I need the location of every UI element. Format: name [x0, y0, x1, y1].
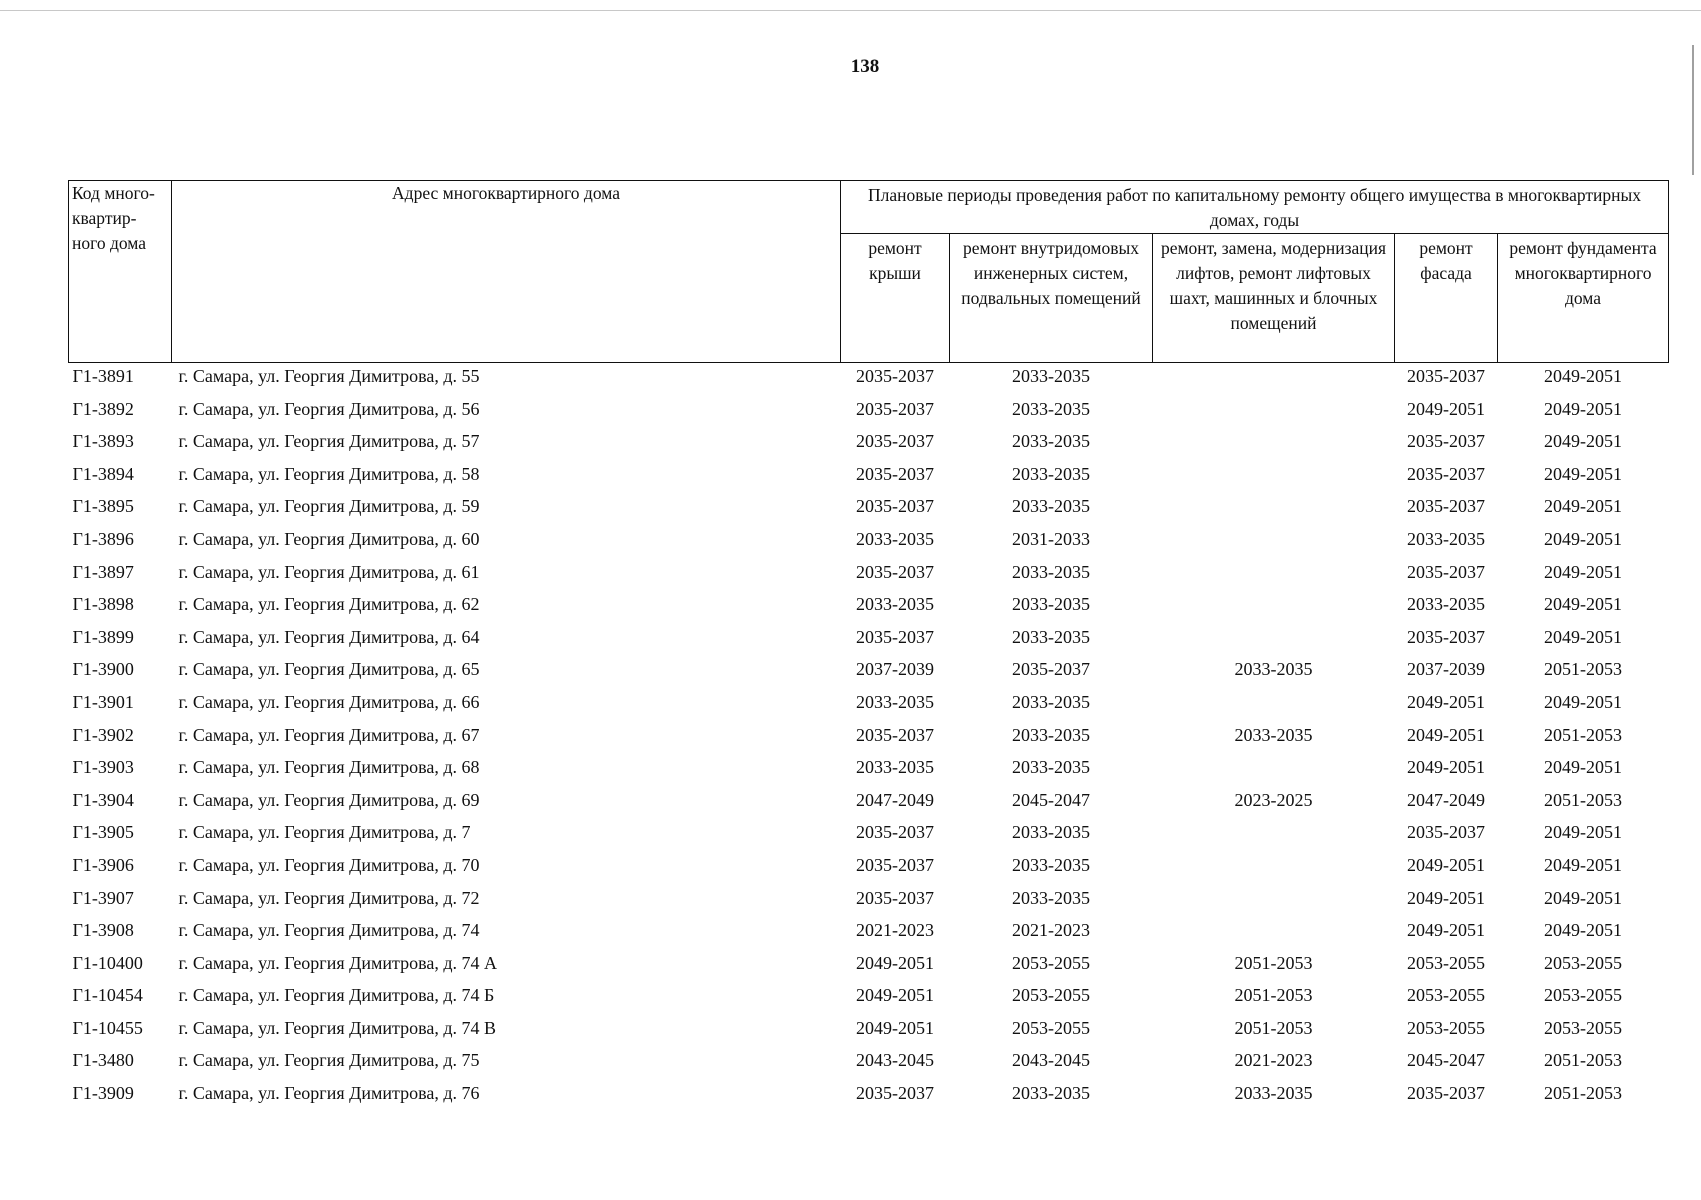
- cell-engineering: 2045-2047: [1012, 789, 1090, 810]
- cell-facade: 2035-2037: [1407, 431, 1485, 452]
- cell-engineering: 2043-2045: [1012, 1050, 1090, 1071]
- cell-code: Г1-3893: [72, 431, 134, 452]
- cell-foundation: 2049-2051: [1544, 398, 1623, 419]
- cell-engineering: 2033-2035: [1012, 887, 1090, 908]
- cell-engineering: 2053-2055: [1012, 1017, 1090, 1038]
- table-row: [69, 787, 1669, 820]
- cell-code: Г1-3901: [72, 691, 134, 712]
- table-row: [69, 493, 1669, 526]
- cell-foundation: 2051-2053: [1544, 724, 1623, 745]
- cell-foundation: 2049-2051: [1544, 691, 1623, 712]
- cell-roof: 2049-2051: [856, 985, 934, 1006]
- cell-roof: 2035-2037: [856, 463, 934, 484]
- cell-engineering: 2033-2035: [1012, 691, 1090, 712]
- cell-facade: 2053-2055: [1407, 1017, 1485, 1038]
- cell-address: г. Самара, ул. Георгия Димитрова, д. 57: [178, 431, 480, 452]
- table-row: [69, 1015, 1669, 1048]
- header-elevators: ремонт, замена, модернизация лифтов, ремонт лифтовых шахт, машинных и блочных помещений: [1153, 234, 1395, 363]
- cell-code: Г1-10454: [72, 985, 143, 1006]
- cell-foundation: 2049-2051: [1544, 594, 1623, 615]
- cell-engineering: 2033-2035: [1012, 626, 1090, 647]
- cell-elevators: [1153, 559, 1395, 592]
- cell-address: г. Самара, ул. Георгия Димитрова, д. 64: [178, 626, 480, 647]
- cell-elevators: [1153, 396, 1395, 429]
- cell-address: г. Самара, ул. Георгия Димитрова, д. 75: [178, 1050, 480, 1071]
- cell-code: Г1-10400: [72, 952, 143, 973]
- cell-code: Г1-3892: [72, 398, 134, 419]
- cell-elevators: 2051-2053: [1234, 952, 1313, 973]
- cell-facade: 2037-2039: [1407, 659, 1485, 680]
- cell-foundation: 2049-2051: [1544, 854, 1623, 875]
- cell-address: г. Самара, ул. Георгия Димитрова, д. 59: [178, 496, 480, 517]
- header-periods-group: Плановые периоды проведения работ по капитальному ремонту общего имущества в многоквартирных домах, годы: [841, 181, 1669, 234]
- cell-foundation: 2049-2051: [1544, 822, 1623, 843]
- cell-roof: 2035-2037: [856, 822, 934, 843]
- cell-address: г. Самара, ул. Георгия Димитрова, д. 74 А: [178, 952, 498, 973]
- cell-engineering: 2033-2035: [1012, 463, 1090, 484]
- cell-engineering: 2033-2035: [1012, 431, 1090, 452]
- cell-code: Г1-3903: [72, 757, 134, 778]
- cell-code: Г1-3898: [72, 594, 134, 615]
- cell-address: г. Самара, ул. Георгия Димитрова, д. 66: [178, 691, 480, 712]
- table-row: [69, 396, 1669, 429]
- cell-facade: 2049-2051: [1407, 398, 1485, 419]
- cell-engineering: 2033-2035: [1012, 854, 1090, 875]
- cell-foundation: 2051-2053: [1544, 789, 1623, 810]
- cell-engineering: 2033-2035: [1012, 366, 1090, 386]
- cell-roof: 2035-2037: [856, 1083, 934, 1104]
- cell-engineering: 2033-2035: [1012, 1083, 1090, 1104]
- cell-code: Г1-3905: [72, 822, 134, 843]
- cell-code: Г1-3900: [72, 659, 134, 680]
- cell-address: г. Самара, ул. Георгия Димитрова, д. 74: [178, 920, 480, 941]
- cell-code: Г1-3909: [72, 1083, 134, 1104]
- cell-code: Г1-3896: [72, 528, 134, 549]
- header-address: Адрес многоквартирного дома: [172, 181, 841, 363]
- cell-engineering: 2053-2055: [1012, 985, 1090, 1006]
- cell-roof: 2035-2037: [856, 366, 934, 386]
- cell-elevators: 2033-2035: [1234, 1083, 1313, 1104]
- cell-roof: 2047-2049: [856, 789, 934, 810]
- cell-address: г. Самара, ул. Георгия Димитрова, д. 56: [178, 398, 480, 419]
- table-row: [69, 656, 1669, 689]
- table-row: [69, 852, 1669, 885]
- document-body: [68, 180, 1668, 1113]
- table-row: [69, 1080, 1669, 1113]
- cell-foundation: 2053-2055: [1544, 952, 1623, 973]
- cell-engineering: 2033-2035: [1012, 822, 1090, 843]
- table-row: [69, 461, 1669, 494]
- header-facade: ремонт фасада: [1395, 234, 1498, 363]
- cell-foundation: 2053-2055: [1544, 985, 1623, 1006]
- cell-elevators: 2033-2035: [1234, 659, 1313, 680]
- cell-elevators: [1153, 493, 1395, 526]
- cell-roof: 2035-2037: [856, 887, 934, 908]
- cell-facade: 2045-2047: [1407, 1050, 1485, 1071]
- cell-foundation: 2049-2051: [1544, 366, 1623, 386]
- cell-facade: 2035-2037: [1407, 463, 1485, 484]
- cell-elevators: 2051-2053: [1234, 1017, 1313, 1038]
- cell-foundation: 2053-2055: [1544, 1017, 1623, 1038]
- cell-code: Г1-3899: [72, 626, 134, 647]
- cell-code: Г1-3480: [72, 1050, 134, 1071]
- cell-elevators: 2021-2023: [1234, 1050, 1313, 1071]
- cell-foundation: 2049-2051: [1544, 626, 1623, 647]
- cell-code: Г1-3908: [72, 920, 134, 941]
- cell-elevators: 2023-2025: [1234, 789, 1313, 810]
- cell-address: г. Самара, ул. Георгия Димитрова, д. 60: [178, 528, 480, 549]
- cell-roof: 2035-2037: [856, 724, 934, 745]
- cell-elevators: 2051-2053: [1234, 985, 1313, 1006]
- header-foundation: ремонт фундамента многоквартирного дома: [1498, 234, 1669, 363]
- cell-engineering: 2033-2035: [1012, 724, 1090, 745]
- table-row: [69, 722, 1669, 755]
- cell-foundation: 2049-2051: [1544, 887, 1623, 908]
- cell-foundation: 2049-2051: [1544, 561, 1623, 582]
- table-row: [69, 950, 1669, 983]
- cell-roof: 2033-2035: [856, 594, 934, 615]
- cell-code: Г1-3895: [72, 496, 134, 517]
- table-row: [69, 982, 1669, 1015]
- table-row: [69, 526, 1669, 559]
- header-engineering: ремонт внутридомовых инженерных систем, подвальных помещений: [950, 234, 1153, 363]
- header-roof: ремонт крыши: [841, 234, 950, 363]
- repair-schedule-table: [68, 180, 1669, 1113]
- cell-facade: 2033-2035: [1407, 594, 1485, 615]
- cell-engineering: 2033-2035: [1012, 496, 1090, 517]
- cell-address: г. Самара, ул. Георгия Димитрова, д. 67: [178, 724, 480, 745]
- cell-facade: 2053-2055: [1407, 985, 1485, 1006]
- cell-roof: 2043-2045: [856, 1050, 934, 1071]
- cell-address: г. Самара, ул. Георгия Димитрова, д. 7: [178, 822, 471, 843]
- cell-facade: 2035-2037: [1407, 496, 1485, 517]
- table-row: [69, 689, 1669, 722]
- cell-facade: 2049-2051: [1407, 724, 1485, 745]
- cell-facade: 2049-2051: [1407, 920, 1485, 941]
- cell-roof: 2035-2037: [856, 561, 934, 582]
- cell-engineering: 2053-2055: [1012, 952, 1090, 973]
- cell-roof: 2035-2037: [856, 626, 934, 647]
- cell-engineering: 2033-2035: [1012, 561, 1090, 582]
- cell-code: Г1-3906: [72, 854, 134, 875]
- cell-engineering: 2033-2035: [1012, 757, 1090, 778]
- table-row: [69, 591, 1669, 624]
- cell-elevators: [1153, 852, 1395, 885]
- cell-roof: 2035-2037: [856, 431, 934, 452]
- table-row: [69, 363, 1669, 396]
- cell-code: Г1-3907: [72, 887, 134, 908]
- cell-facade: 2035-2037: [1407, 1083, 1485, 1104]
- table-body: [69, 363, 1669, 1113]
- cell-foundation: 2049-2051: [1544, 528, 1623, 549]
- cell-address: г. Самара, ул. Георгия Димитрова, д. 61: [178, 561, 480, 582]
- cell-elevators: [1153, 428, 1395, 461]
- cell-elevators: [1153, 363, 1395, 396]
- cell-roof: 2033-2035: [856, 757, 934, 778]
- cell-facade: 2049-2051: [1407, 854, 1485, 875]
- cell-foundation: 2049-2051: [1544, 431, 1623, 452]
- cell-foundation: 2051-2053: [1544, 1083, 1623, 1104]
- cell-roof: 2049-2051: [856, 1017, 934, 1038]
- cell-engineering: 2033-2035: [1012, 398, 1090, 419]
- cell-roof: 2021-2023: [856, 920, 934, 941]
- cell-code: Г1-3904: [72, 789, 134, 810]
- cell-facade: 2049-2051: [1407, 887, 1485, 908]
- cell-roof: 2035-2037: [856, 398, 934, 419]
- table-row: [69, 819, 1669, 852]
- cell-address: г. Самара, ул. Георгия Димитрова, д. 69: [178, 789, 480, 810]
- table-row: [69, 1047, 1669, 1080]
- cell-roof: 2033-2035: [856, 691, 934, 712]
- cell-engineering: 2031-2033: [1012, 528, 1090, 549]
- cell-address: г. Самара, ул. Георгия Димитрова, д. 70: [178, 854, 480, 875]
- cell-address: г. Самара, ул. Георгия Димитрова, д. 58: [178, 463, 480, 484]
- cell-facade: 2035-2037: [1407, 822, 1485, 843]
- cell-engineering: 2035-2037: [1012, 659, 1090, 680]
- cell-foundation: 2051-2053: [1544, 659, 1623, 680]
- cell-address: г. Самара, ул. Георгия Димитрова, д. 74 Б: [178, 985, 495, 1006]
- cell-elevators: [1153, 461, 1395, 494]
- table-row: [69, 624, 1669, 657]
- table-header: [69, 181, 1669, 363]
- header-code: Код много-квартир-ного дома: [69, 181, 172, 363]
- cell-elevators: [1153, 526, 1395, 559]
- table-row: [69, 885, 1669, 918]
- cell-elevators: [1153, 885, 1395, 918]
- cell-foundation: 2049-2051: [1544, 496, 1623, 517]
- cell-foundation: 2049-2051: [1544, 463, 1623, 484]
- cell-foundation: 2051-2053: [1544, 1050, 1623, 1071]
- cell-facade: 2035-2037: [1407, 366, 1485, 386]
- cell-code: Г1-3897: [72, 561, 134, 582]
- cell-address: г. Самара, ул. Георгия Димитрова, д. 62: [178, 594, 480, 615]
- cell-engineering: 2021-2023: [1012, 920, 1090, 941]
- cell-facade: 2035-2037: [1407, 561, 1485, 582]
- cell-facade: 2049-2051: [1407, 691, 1485, 712]
- table-row: [69, 428, 1669, 461]
- cell-code: Г1-3891: [72, 366, 134, 386]
- cell-address: г. Самара, ул. Георгия Димитрова, д. 76: [178, 1083, 480, 1104]
- table-row: [69, 754, 1669, 787]
- cell-roof: 2049-2051: [856, 952, 934, 973]
- scan-edge-top: [0, 10, 1701, 11]
- cell-facade: 2049-2051: [1407, 757, 1485, 778]
- cell-address: г. Самара, ул. Георгия Димитрова, д. 68: [178, 757, 480, 778]
- cell-elevators: [1153, 754, 1395, 787]
- cell-elevators: [1153, 591, 1395, 624]
- page-number: 138: [850, 56, 880, 77]
- cell-foundation: 2049-2051: [1544, 757, 1623, 778]
- table-row: [69, 917, 1669, 950]
- cell-roof: 2033-2035: [856, 528, 934, 549]
- cell-code: Г1-3894: [72, 463, 134, 484]
- cell-roof: 2035-2037: [856, 496, 934, 517]
- cell-address: г. Самара, ул. Георгия Димитрова, д. 74 В: [178, 1017, 497, 1038]
- cell-facade: 2053-2055: [1407, 952, 1485, 973]
- table-row: [69, 559, 1669, 592]
- cell-facade: 2035-2037: [1407, 626, 1485, 647]
- cell-facade: 2047-2049: [1407, 789, 1485, 810]
- cell-elevators: [1153, 917, 1395, 950]
- cell-roof: 2035-2037: [856, 854, 934, 875]
- cell-address: г. Самара, ул. Георгия Димитрова, д. 65: [178, 659, 480, 680]
- cell-engineering: 2033-2035: [1012, 594, 1090, 615]
- cell-address: г. Самара, ул. Георгия Димитрова, д. 55: [178, 366, 480, 386]
- cell-foundation: 2049-2051: [1544, 920, 1623, 941]
- cell-code: Г1-10455: [72, 1017, 143, 1038]
- cell-elevators: 2033-2035: [1234, 724, 1313, 745]
- cell-elevators: [1153, 624, 1395, 657]
- cell-code: Г1-3902: [72, 724, 134, 745]
- cell-elevators: [1153, 819, 1395, 852]
- cell-facade: 2033-2035: [1407, 528, 1485, 549]
- cell-roof: 2037-2039: [856, 659, 934, 680]
- cell-elevators: [1153, 689, 1395, 722]
- cell-address: г. Самара, ул. Георгия Димитрова, д. 72: [178, 887, 480, 908]
